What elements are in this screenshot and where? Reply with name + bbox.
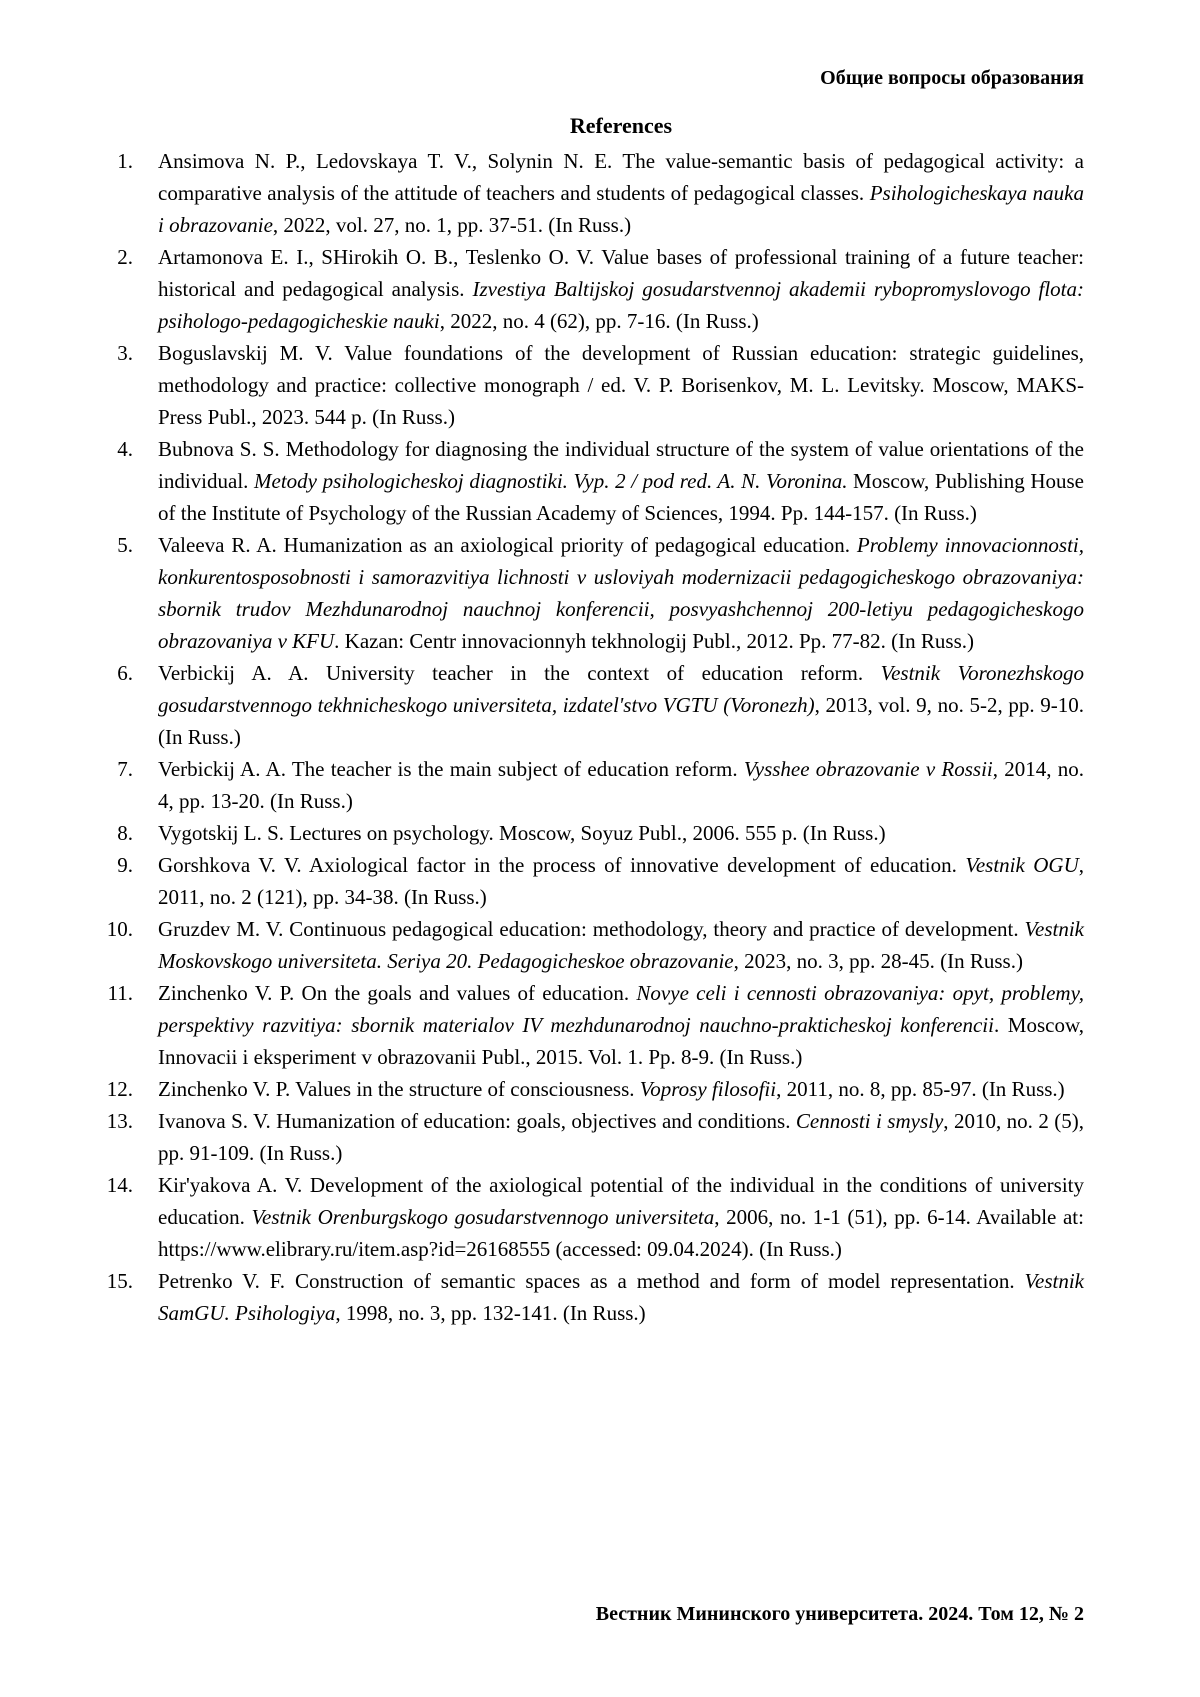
journal-footer: Вестник Мининского университета. 2024. Том 12, № 2 [595,1603,1084,1625]
reference-item [117,529,1085,657]
reference-text [158,1269,1084,1325]
reference-segment: , 2014, no. 4, pp. 13-20. (In Russ.) [158,757,1084,813]
reference-segment: , 1998, no. 3, pp. 132-141. (In Russ.) [335,1301,646,1325]
reference-item [117,753,1084,817]
reference-segment: , 2006, no. 1-1 (51), pp. 6-14. Available at: https://www.elibrary.ru/item.asp?id=26168555 (accessed: 09.04.2024). (In Russ.) [158,1205,1084,1261]
reference-segment: Petrenko V. F. Construction of semantic spaces as a method and form of model representation. [158,1269,1025,1293]
reference-text [158,821,886,845]
reference-number: 10. [106,917,133,941]
reference-number: 11. [107,981,133,1005]
reference-segment: Ansimova N. P., Ledovskaya T. V., Solynin N. E. The value-semantic basis of pedagogical activity: a comparative analysis of the attitude of teachers and students of pedagogical classes. [158,149,1084,205]
reference-item [117,337,1084,433]
reference-segment: , 2011, no. 2 (121), pp. 34-38. (In Russ.) [158,853,1084,909]
reference-segment: , 2011, no. 8, pp. 85-97. (In Russ.) [776,1077,1065,1101]
reference-text [158,245,1084,333]
reference-item [106,1105,1084,1169]
reference-number: 2. [117,245,133,269]
reference-source-italic: Cennosti i smysly [795,1109,944,1133]
reference-segment: Boguslavskij M. V. Value foundations of the development of Russian education: strategic guidelines, methodology and practice: collective monograph / ed. V. P. Borisenkov, M. L. Levitsky. Moscow, MAKS-Press Publ., 2023. 544 p. (In Russ.) [158,341,1084,429]
reference-item [106,1265,1084,1329]
reference-segment: . Kazan: Centr innovacionnyh tekhnologij Publ., 2012. Pp. 77-82. (In Russ.) [334,629,975,653]
reference-item [117,241,1085,337]
running-head-section: Общие вопросы образования [820,67,1084,89]
reference-text [158,1173,1084,1261]
reference-item [117,145,1084,241]
reference-text [158,437,1084,525]
reference-segment: Zinchenko V. P. Values in the structure of consciousness. [158,1077,640,1101]
reference-item [117,849,1084,913]
reference-source-italic: Vestnik SamGU. Psihologiya [158,1269,1084,1325]
reference-text [158,1109,1084,1165]
reference-number: 7. [117,757,133,781]
reference-number: 5. [117,533,133,557]
reference-segment: , 2022, no. 4 (62), pp. 7-16. (In Russ.) [439,309,759,333]
reference-source-italic: Novye celi i cennosti obrazovaniya: opyt, problemy, perspektivy razvitiya: sbornik materialov IV mezhdunarodnoj nauchno-prakticheskoj konferencii [158,981,1084,1037]
reference-number: 1. [117,149,133,173]
reference-list [106,145,1085,1329]
reference-item [117,817,1084,849]
reference-number: 8. [117,821,133,845]
reference-source-italic: Izvestiya Baltijskoj gosudarstvennoj akademii rybopromyslovogo flota: psihologo-pedagogicheskie nauki [158,277,1085,333]
reference-item [107,977,1084,1073]
reference-text [158,1077,1065,1101]
reference-segment: Bubnova S. S. Methodology for diagnosing the individual structure of the system of value orientations of the individual. [158,437,1084,493]
reference-number: 4. [117,437,133,461]
reference-source-italic: Vestnik Orenburgskogo gosudarstvennogo universiteta [251,1205,715,1229]
reference-segment: . Moscow, Innovacii i eksperiment v obrazovanii Publ., 2015. Vol. 1. Pp. 8-9. (In Russ.) [158,1013,1084,1069]
reference-item [117,657,1085,753]
reference-number: 13. [106,1109,133,1133]
reference-item [106,1169,1084,1265]
reference-text [158,757,1084,813]
reference-segment: Gruzdev M. V. Continuous pedagogical education: methodology, theory and practice of development. [158,917,1025,941]
reference-segment: Verbickij A. A. University teacher in the context of education reform. [158,661,881,685]
reference-text [158,661,1084,749]
reference-text [158,341,1084,429]
reference-source-italic: Vestnik OGU [965,853,1079,877]
reference-text [158,917,1084,973]
reference-segment: Artamonova E. I., SHirokih O. B., Teslenko O. V. Value bases of professional training of a future teacher: historical and pedagogical analysis. [158,245,1084,301]
reference-item [106,913,1084,977]
reference-source-italic: Metody psihologicheskoj diagnostiki. Vyp. 2 / pod red. A. N. Voronina. [254,469,848,493]
reference-source-italic: Psihologicheskaya nauka i obrazovanie [158,181,1084,237]
reference-segment: Valeeva R. A. Humanization as an axiological priority of pedagogical education. [158,533,857,557]
reference-segment: Zinchenko V. P. On the goals and values of education. [158,981,637,1005]
reference-segment: , 2023, no. 3, pp. 28-45. (In Russ.) [733,949,1023,973]
reference-segment: , 2013, vol. 9, no. 5-2, pp. 9-10. (In Russ.) [158,693,1085,749]
reference-source-italic: Problemy innovacionnosti, konkurentosposobnosti i samorazvitiya lichnosti v usloviyah modernizacii pedagogicheskogo obrazovaniya: sbornik trudov Mezhdunarodnoj nauchnoj konferencii, posvyashchennoj 200-letiyu pedagogicheskogo obrazovaniya v KFU [158,533,1085,653]
references-title: References [569,113,673,138]
reference-number: 9. [117,853,133,877]
reference-number: 14. [106,1173,133,1197]
reference-segment: , 2010, no. 2 (5), pp. 91-109. (In Russ.) [158,1109,1084,1165]
reference-segment: Kir'yakova A. V. Development of the axiological potential of the individual in the conditions of university education. [158,1173,1084,1229]
reference-source-italic: Voprosy filosofii [639,1077,777,1101]
reference-segment: Vygotskij L. S. Lectures on psychology. Moscow, Soyuz Publ., 2006. 555 p. (In Russ.) [158,821,886,845]
reference-segment: Moscow, Publishing House of the Institute of Psychology of the Russian Academy of Sciences, 1994. Pp. 144-157. (In Russ.) [158,469,1084,525]
reference-text [158,981,1084,1069]
reference-text [158,533,1084,653]
reference-text [158,853,1084,909]
reference-segment: Verbickij A. A. The teacher is the main subject of education reform. [158,757,744,781]
reference-number: 6. [117,661,133,685]
reference-text [158,149,1084,237]
reference-segment: Gorshkova V. V. Axiological factor in the process of innovative development of education. [158,853,966,877]
reference-item [106,1073,1084,1105]
reference-segment: , 2022, vol. 27, no. 1, pp. 37-51. (In Russ.) [272,213,632,237]
reference-source-italic: Vestnik Moskovskogo universiteta. Seriya 20. Pedagogicheskoe obrazovanie [158,917,1084,973]
reference-number: 12. [106,1077,133,1101]
reference-item [117,433,1084,529]
reference-source-italic: Vysshee obrazovanie v Rossii [743,757,993,781]
reference-number: 15. [106,1269,133,1293]
reference-segment: Ivanova S. V. Humanization of education: goals, objectives and conditions. [158,1109,796,1133]
reference-source-italic: Vestnik Voronezhskogo gosudarstvennogo tekhnicheskogo universiteta, izdatel'stvo VGTU (Voronezh) [158,661,1084,717]
reference-number: 3. [117,341,133,365]
